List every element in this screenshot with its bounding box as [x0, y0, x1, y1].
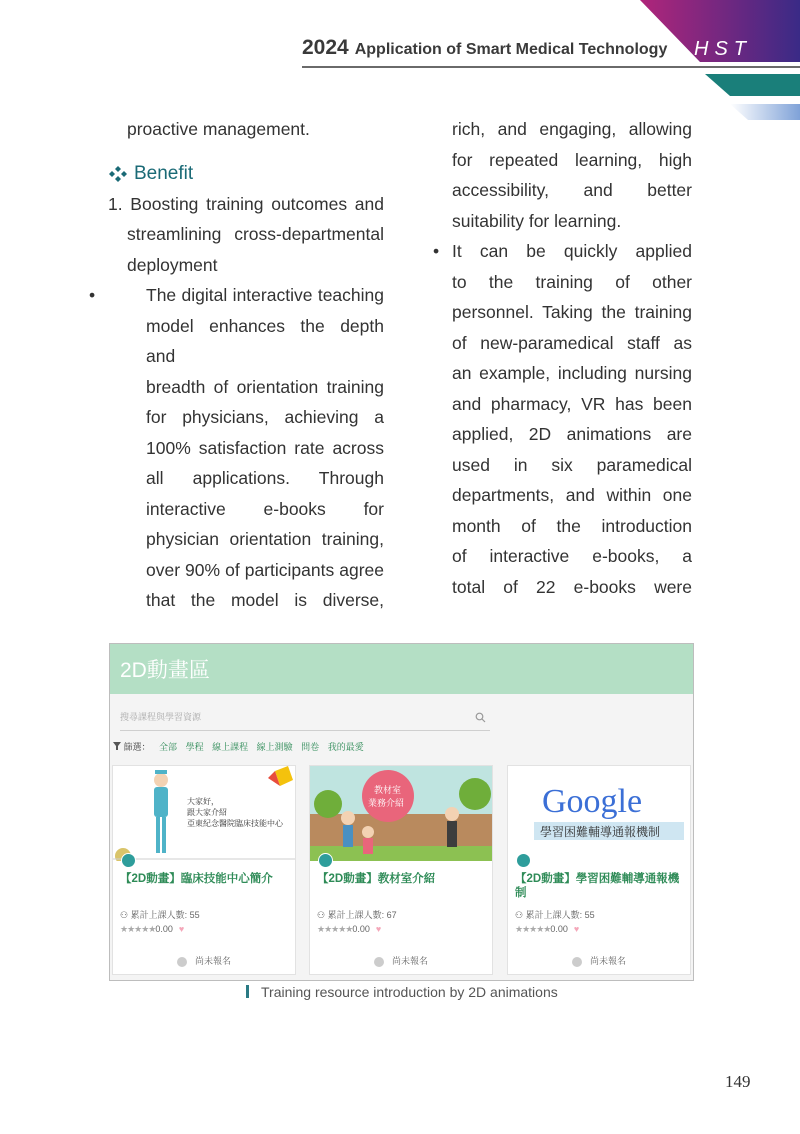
text-line: accessibility, and better	[452, 180, 692, 200]
svg-text:教材室: 教材室	[374, 786, 402, 796]
people-icon: ⚇	[515, 910, 526, 920]
people-icon: ⚇	[317, 910, 328, 920]
figure-caption: Training resource introduction by 2D animations	[246, 984, 558, 1000]
classroom-illustration	[310, 766, 492, 861]
svg-text:亞東紀念醫院臨床技能中心: 亞東紀念醫院臨床技能中心	[187, 819, 283, 828]
filter-option[interactable]: 學程	[185, 742, 204, 752]
card-thumbnail	[113, 766, 295, 861]
status-icon	[177, 957, 187, 967]
enroll-status-button[interactable]: 尚未報名	[113, 954, 295, 967]
header-rule	[302, 66, 800, 68]
hst-logo	[690, 36, 770, 60]
diamond-cluster-icon	[108, 165, 128, 183]
rating: ★★★★★0.00 ♥	[120, 924, 185, 934]
right-column	[433, 114, 692, 602]
google-logo-illustration	[508, 766, 690, 861]
status-icon	[374, 957, 384, 967]
filter-bar: 篩選： 全部 學程 線上課程 線上測驗 問卷 我的最愛	[113, 740, 364, 753]
text-line: rich, and engaging, allowing	[452, 119, 692, 139]
nurse-illustration	[113, 766, 295, 861]
google-logo: Google	[542, 783, 643, 820]
bullet-dot-icon: •	[433, 241, 440, 261]
course-title[interactable]: 【2D動畫】教材室介紹	[317, 873, 436, 885]
enroll-status-button[interactable]: 尚未報名	[508, 954, 690, 967]
svg-text:HST: HST	[694, 38, 752, 60]
course-badge-icon	[318, 853, 333, 868]
bullet-dot-icon: •	[89, 285, 96, 305]
list-item-1: 1. Boosting training outcomes and	[108, 193, 384, 214]
card-thumbnail	[310, 766, 492, 861]
people-icon: ⚇	[120, 910, 131, 920]
running-header: 2024 Application of Smart Medical Technology	[302, 36, 668, 59]
filter-option[interactable]: 線上課程	[212, 742, 249, 752]
enrollment-count: ⚇ 累計上課人數: 67	[317, 910, 397, 920]
course-badge-icon	[121, 853, 136, 868]
enrollment-count: ⚇ 累計上課人數: 55	[120, 910, 200, 920]
text-line: streamlining cross-departmental	[127, 224, 384, 244]
rating: ★★★★★0.00 ♥	[317, 924, 382, 934]
svg-text:跟大家介紹: 跟大家介紹	[187, 808, 227, 817]
filter-option[interactable]: 問卷	[301, 742, 320, 752]
search-input[interactable]: 搜尋課程與學習資源	[120, 710, 490, 731]
enrollment-count: ⚇ 累計上課人數: 55	[515, 910, 595, 920]
section-title: 2D動畫區	[110, 644, 693, 694]
course-card[interactable]	[507, 765, 691, 975]
star-rating-icon: ★★★★★	[515, 924, 551, 934]
left-column	[89, 114, 384, 616]
heart-icon[interactable]: ♥	[178, 924, 185, 934]
benefit-heading: Benefit	[108, 159, 384, 189]
course-badge-icon	[516, 853, 531, 868]
course-card[interactable]	[309, 765, 493, 975]
bullet-item: • It can be quickly applied to the training of other personnel. Taking the training of new-paramedical staff as an example, including nursing and pharmacy, VR has been applied, 2D animations are used in six paramedical departments, and within one month of the introduction of interactive e-books, a total of 22 e-books were	[433, 236, 692, 602]
course-card[interactable]	[112, 765, 296, 975]
header-decoration	[0, 0, 800, 130]
course-title[interactable]: 【2D動畫】學習困難輔導通報機制	[515, 873, 680, 899]
text-line: suitability for learning.	[452, 210, 622, 231]
svg-text:大家好，: 大家好，	[187, 797, 219, 806]
svg-text:學習困難輔導通報機制: 學習困難輔導通報機制	[540, 825, 661, 839]
filter-option[interactable]: 我的最愛	[327, 742, 364, 752]
rating: ★★★★★0.00 ♥	[515, 924, 580, 934]
enroll-status-button[interactable]: 尚未報名	[310, 954, 492, 967]
page-number: 149	[725, 1072, 751, 1091]
card-thumbnail	[508, 766, 690, 861]
text-line: proactive management.	[127, 119, 310, 139]
filter-option[interactable]: 全部	[159, 742, 178, 752]
search-icon[interactable]	[475, 712, 486, 723]
star-rating-icon: ★★★★★	[317, 924, 353, 934]
svg-text:業務介紹: 業務介紹	[368, 799, 405, 809]
caption-marker	[246, 985, 249, 998]
heart-icon[interactable]: ♥	[573, 924, 580, 934]
status-icon	[572, 957, 582, 967]
text-line: deployment	[127, 254, 218, 275]
star-rating-icon: ★★★★★	[120, 924, 156, 934]
course-title[interactable]: 【2D動畫】臨床技能中心簡介	[120, 873, 273, 885]
bullet-item: • The digital interactive teaching model enhances the depth and breadth of orientation training for physicians, achieving a 100% satisfaction rate across all applications. Through interactive e-books for physician orientation training, over 90% of participants agree that the model is diverse,	[108, 280, 384, 616]
filter-icon	[113, 742, 121, 750]
heart-icon[interactable]: ♥	[375, 924, 382, 934]
text-line: for repeated learning, high	[452, 149, 692, 170]
figure-screenshot	[109, 643, 694, 981]
filter-option[interactable]: 線上測驗	[256, 742, 293, 752]
